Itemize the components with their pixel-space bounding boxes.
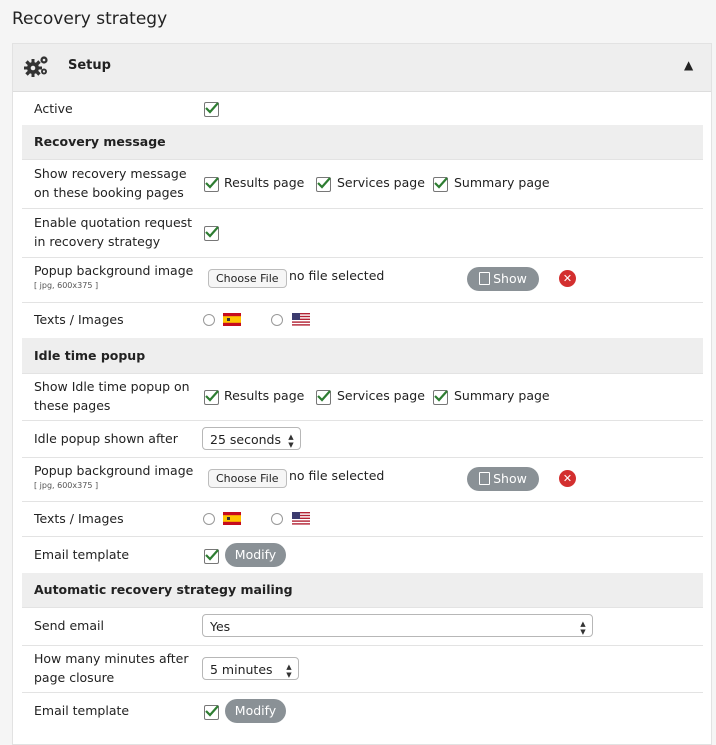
label-line2: page closure [34,670,115,685]
spanish-radio[interactable] [203,314,215,326]
caret-up-icon[interactable]: ▲ [684,58,694,72]
label-line2: on these booking pages [34,185,184,200]
summary-page-checkbox[interactable] [433,390,448,405]
choose-file-button[interactable]: Choose File [208,469,287,488]
label-text: Popup background image [34,463,194,478]
image-file-icon [479,472,490,485]
image-hint: [ jpg, 600x375 ] [34,281,99,290]
row-popup-bg-1 [22,257,703,303]
send-email-select[interactable] [202,614,593,637]
summary-page-checkbox[interactable] [433,177,448,192]
results-page-label: Results page [224,175,305,190]
image-hint: [ jpg, 600x375 ] [34,481,99,490]
check-icon [204,388,221,405]
show-idle-label [34,377,190,415]
spain-flag-icon[interactable] [223,512,241,525]
no-file-text: no file selected [289,468,385,483]
section-idle-time [22,338,703,374]
check-icon [204,175,221,192]
check-icon [433,388,450,405]
gears-icon [24,54,50,78]
row-show-recovery [22,159,703,209]
services-page-checkbox[interactable] [316,177,331,192]
row-show-idle [22,373,703,421]
select-value: Yes [210,619,231,634]
texts-images-label: Texts / Images [34,511,124,526]
modify-button[interactable]: Modify [225,543,286,567]
english-radio[interactable] [271,513,283,525]
check-icon [204,547,221,564]
check-icon [204,100,221,117]
row-idle-after [22,420,703,458]
section-label: Idle time popup [34,348,146,363]
spain-flag-icon[interactable] [223,313,241,326]
minutes-after-label [34,649,189,687]
email-template-checkbox[interactable] [204,705,219,720]
panel-header[interactable] [13,44,711,92]
select-value: 5 minutes [210,662,273,677]
texts-images-label: Texts / Images [34,312,124,327]
image-file-icon [479,272,490,285]
quotation-checkbox[interactable] [204,226,219,241]
section-mailing [22,573,703,608]
select-arrows-icon: ▲▼ [285,663,293,679]
show-button[interactable] [467,467,539,491]
delete-icon[interactable]: ✕ [559,470,576,487]
quotation-label [34,213,192,251]
show-label: Show [493,271,527,286]
us-flag-icon[interactable] [292,512,310,525]
panel-title: Setup [68,58,111,73]
check-icon [204,224,221,241]
modify-button[interactable]: Modify [225,699,286,723]
label-line1: How many minutes after [34,651,189,666]
idle-after-label: Idle popup shown after [34,431,178,446]
summary-page-label: Summary page [454,388,550,403]
spanish-radio[interactable] [203,513,215,525]
check-icon [316,388,333,405]
label-line1: Show recovery message [34,166,187,181]
row-email-template-2 [22,692,703,729]
send-email-label: Send email [34,618,104,633]
show-label: Show [493,471,527,486]
choose-file-button[interactable]: Choose File [208,269,287,288]
row-quotation [22,208,703,258]
results-page-checkbox[interactable] [204,390,219,405]
popup-bg-label [34,261,193,291]
section-recovery-message [22,125,703,160]
section-label: Automatic recovery strategy mailing [34,582,293,597]
page-title: Recovery strategy [12,9,168,29]
select-arrows-icon: ▲▼ [579,620,587,636]
row-send-email [22,607,703,646]
label-line1: Enable quotation request [34,215,193,230]
row-minutes-after [22,645,703,693]
select-arrows-icon: ▲▼ [287,433,295,449]
email-template-label: Email template [34,703,130,718]
services-page-checkbox[interactable] [316,390,331,405]
services-page-label: Services page [337,388,425,403]
email-template-checkbox[interactable] [204,549,219,564]
summary-page-label: Summary page [454,175,550,190]
setup-panel [12,43,712,745]
check-icon [204,703,221,720]
minutes-select[interactable] [202,657,299,680]
show-recovery-label [34,164,187,202]
delete-icon[interactable]: ✕ [559,270,576,287]
results-page-label: Results page [224,388,305,403]
row-texts-images-1 [22,302,703,339]
show-button[interactable] [467,267,539,291]
active-checkbox[interactable] [204,102,219,117]
row-email-template-1 [22,536,703,574]
english-radio[interactable] [271,314,283,326]
active-label: Active [34,101,73,116]
label-line2: these pages [34,398,111,413]
row-texts-images-2 [22,501,703,537]
idle-seconds-select[interactable] [202,427,301,450]
row-active [22,92,703,126]
row-popup-bg-2 [22,457,703,502]
popup-bg-label [34,461,193,491]
select-value: 25 seconds [210,432,281,447]
email-template-label: Email template [34,547,130,562]
label-line2: in recovery strategy [34,234,161,249]
results-page-checkbox[interactable] [204,177,219,192]
check-icon [316,175,333,192]
label-line1: Show Idle time popup on [34,379,190,394]
services-page-label: Services page [337,175,425,190]
label-text: Popup background image [34,263,194,278]
section-label: Recovery message [34,134,166,149]
us-flag-icon[interactable] [292,313,310,326]
check-icon [433,175,450,192]
no-file-text: no file selected [289,268,385,283]
